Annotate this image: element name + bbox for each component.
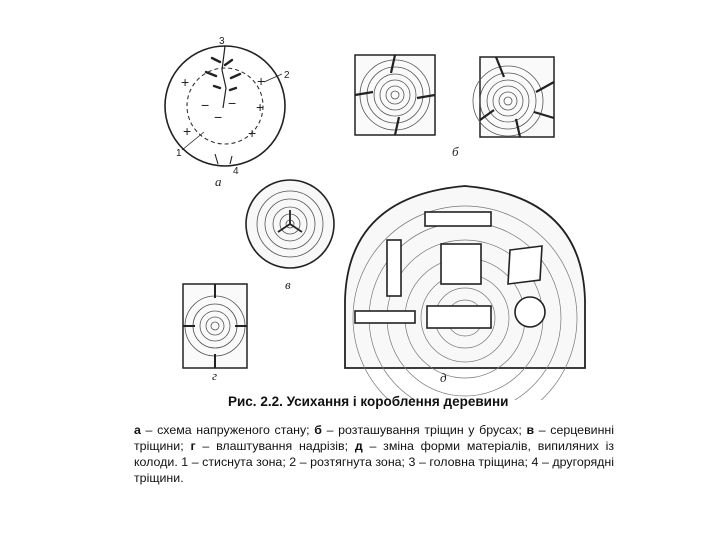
callout-2: 2 <box>284 70 290 81</box>
caption-key-v: в <box>526 423 535 437</box>
plus-sign: + <box>257 73 266 89</box>
diagram-b-beam-cracks <box>355 55 554 159</box>
diagram-v-heart-cracks <box>246 180 334 292</box>
callout-4: 4 <box>233 166 239 177</box>
plus-sign: + <box>256 99 265 115</box>
minus-sign: − <box>201 97 210 113</box>
caption-text-d: – зміна форми матеріалів, випиляних із колоди. 1 – стиснута зона; 2 – розтягнута зона; 3 – головна тріщина; 4 – другорядні тріщини. <box>134 439 614 485</box>
figure-caption <box>134 422 614 486</box>
plus-sign: + <box>183 123 192 139</box>
caption-text-v: – серцевинні тріщини; <box>134 423 615 453</box>
diagram-g-incisions <box>183 284 247 383</box>
label-b: б <box>452 144 459 159</box>
diagram-a-stress-scheme <box>165 36 290 189</box>
plus-sign: + <box>248 125 257 141</box>
caption-text-a: – схема напруженого стану; <box>140 423 315 437</box>
callout-1: 1 <box>176 148 182 159</box>
caption-key-b: б <box>314 423 322 437</box>
caption-text-b: – розташування тріщин у брусах; <box>321 423 527 437</box>
caption-text-g: – влаштування надрізів; <box>195 439 355 453</box>
minus-sign: − <box>214 109 223 125</box>
callout-3: 3 <box>219 36 225 47</box>
label-g: г <box>212 368 218 383</box>
caption-key-g: г <box>190 439 196 453</box>
label-v: в <box>285 277 291 292</box>
label-a: а <box>215 174 222 189</box>
figure-title: Рис. 2.2. Усихання і короблення деревини <box>228 394 509 409</box>
minus-sign: − <box>228 95 237 111</box>
caption-key-a: а <box>134 423 141 437</box>
plus-sign: + <box>181 74 190 90</box>
caption-key-d: д <box>354 439 363 453</box>
label-d: д <box>440 370 447 385</box>
diagram-d-shape-change <box>345 186 585 400</box>
